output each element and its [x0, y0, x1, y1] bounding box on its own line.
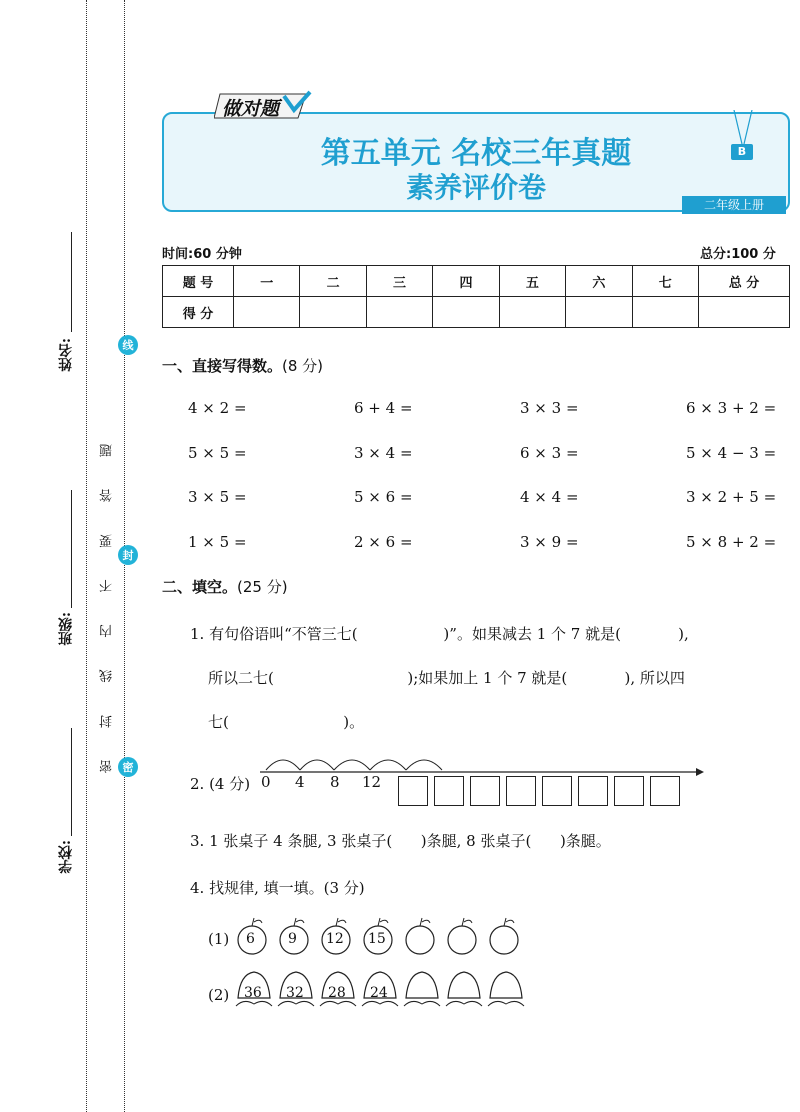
calc-item: 1 × 5 = [188, 533, 247, 551]
calc-item: 4 × 2 = [188, 399, 247, 417]
answer-box[interactable] [434, 776, 464, 806]
score-cell[interactable] [234, 297, 300, 328]
time-label: 时间:60 分钟 [162, 247, 242, 262]
section2-points: (25 分) [237, 578, 288, 596]
calc-item: 6 + 4 = [354, 399, 413, 417]
table-header-cell: 六 [566, 266, 632, 297]
q1-line3: 七( )。 [208, 713, 365, 731]
apple-value: 15 [368, 931, 386, 947]
score-cell[interactable] [366, 297, 432, 328]
score-cell[interactable] [566, 297, 632, 328]
q3-text: 3. 1 张桌子 4 条腿, 3 张桌子( )条腿, 8 张桌子( )条腿。 [190, 832, 611, 850]
answer-box[interactable] [506, 776, 536, 806]
q1-line2: 所以二七( );如果加上 1 个 7 就是( ), 所以四 [208, 669, 685, 687]
answer-box[interactable] [650, 776, 680, 806]
grade-tag: 二年级上册 [682, 196, 786, 214]
calc-item: 3 × 5 = [188, 488, 247, 506]
badge-text: 做对题 [222, 98, 280, 120]
apple-icon [490, 918, 518, 954]
q4-2-label: (2) [208, 986, 230, 1004]
score-table-header-row [163, 266, 790, 297]
calc-item: 4 × 4 = [520, 488, 579, 506]
name-blank[interactable] [71, 232, 72, 332]
peach-value: 32 [286, 985, 304, 1001]
version-badge: B [731, 144, 753, 160]
answer-box[interactable] [542, 776, 572, 806]
table-header-cell: 三 [366, 266, 432, 297]
section2-heading [162, 576, 288, 597]
calc-item: 5 × 6 = [354, 488, 413, 506]
score-cell[interactable] [300, 297, 366, 328]
peach-value: 36 [244, 985, 262, 1001]
table-header-cell: 五 [499, 266, 565, 297]
number-line-tick: 8 [330, 773, 340, 791]
number-line-tick: 12 [362, 773, 382, 791]
calc-item: 2 × 6 = [354, 533, 413, 551]
total-label: 总分:100 分 [700, 247, 776, 262]
seal-mark-mi: 密 [118, 757, 138, 777]
number-line [256, 748, 706, 778]
number-line-tick: 4 [295, 773, 305, 791]
score-cell[interactable] [632, 297, 698, 328]
name-label: 姓名: [58, 338, 74, 372]
calc-item: 3 × 3 = [520, 399, 579, 417]
peach-icon [446, 972, 482, 1006]
q4-text: 4. 找规律, 填一填。(3 分) [190, 879, 365, 897]
calc-item: 3 × 9 = [520, 533, 579, 551]
answer-box[interactable] [578, 776, 608, 806]
peach-value: 24 [370, 985, 388, 1001]
score-cell[interactable] [499, 297, 565, 328]
class-label: 班级: [58, 612, 74, 646]
table-header-cell: 题 号 [163, 266, 234, 297]
calc-item: 5 × 4 − 3 = [686, 444, 777, 462]
calc-item: 3 × 4 = [354, 444, 413, 462]
calc-item: 6 × 3 + 2 = [686, 399, 777, 417]
calc-item: 5 × 5 = [188, 444, 247, 462]
table-header-cell: 一 [234, 266, 300, 297]
apple-value: 9 [288, 931, 297, 947]
table-header-cell: 四 [433, 266, 499, 297]
q2-label: 2. (4 分) [190, 775, 251, 793]
seal-mark-feng: 封 [118, 545, 138, 565]
score-table-score-row [163, 297, 790, 328]
apple-value: 6 [246, 931, 255, 947]
q4-1-label: (1) [208, 930, 230, 948]
calc-item: 3 × 2 + 5 = [686, 488, 777, 506]
binding-dotted-line-outer [86, 0, 87, 1112]
peach-value: 28 [328, 985, 346, 1001]
banner-title-line1: 第五单元 名校三年真题 [320, 136, 632, 171]
q1-line1: 1. 有句俗语叫“不管三七( )”。如果减去 1 个 7 就是( ), [190, 625, 689, 643]
school-label: 学校: [58, 840, 74, 874]
section1-points: (8 分) [282, 357, 324, 375]
calc-item: 6 × 3 = [520, 444, 579, 462]
score-cell[interactable] [699, 297, 790, 328]
number-line-tick: 0 [261, 773, 271, 791]
apple-value: 12 [326, 931, 344, 947]
apple-icon [406, 918, 434, 954]
tag-string-icon [728, 110, 758, 146]
answer-box[interactable] [614, 776, 644, 806]
apple-icon [448, 918, 476, 954]
score-cell[interactable] [433, 297, 499, 328]
class-blank[interactable] [71, 490, 72, 608]
score-table [162, 265, 790, 328]
peach-icon [488, 972, 524, 1006]
score-row-label: 得 分 [163, 297, 234, 328]
section1-heading [162, 355, 323, 376]
section1-title: 一、直接写得数。 [162, 357, 283, 375]
answer-box[interactable] [470, 776, 500, 806]
school-blank[interactable] [71, 728, 72, 836]
table-header-cell: 二 [300, 266, 366, 297]
answer-box[interactable] [398, 776, 428, 806]
peach-icon [404, 972, 440, 1006]
seal-warning-text: 密 封 线 内 不 要 答 题 [100, 430, 115, 773]
banner-title-line2: 素养评价卷 [405, 171, 546, 204]
table-header-cell: 七 [632, 266, 698, 297]
table-header-cell: 总 分 [699, 266, 790, 297]
seal-mark-xian: 线 [118, 335, 138, 355]
calc-item: 5 × 8 + 2 = [686, 533, 777, 551]
section2-title: 二、填空。 [162, 578, 238, 596]
